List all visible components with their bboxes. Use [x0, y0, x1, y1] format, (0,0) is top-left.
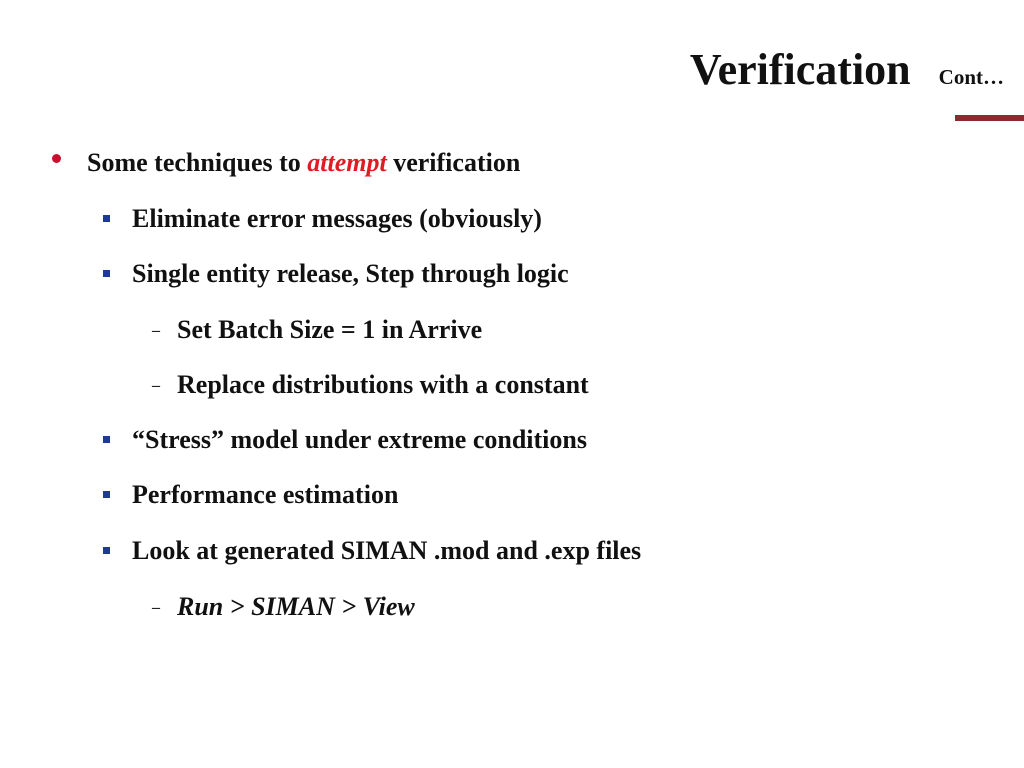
bullet-level1	[87, 150, 520, 176]
bullet-level2-item: Performance estimation	[132, 480, 399, 509]
bullet-level3-item: Set Batch Size = 1 in Arrive	[177, 315, 483, 344]
title-underline	[955, 115, 1024, 121]
dash-bullet-icon: –	[152, 377, 160, 394]
slide-title: Verification	[689, 45, 911, 94]
bullet-level3-item: Run > SIMAN > View	[177, 592, 415, 621]
bullet-dot-icon	[52, 154, 61, 163]
bullet-level1-text-after: verification	[393, 148, 521, 177]
bullet-level2-item: Single entity release, Step through logic	[132, 259, 569, 288]
bullet-level2-item: Look at generated SIMAN .mod and .exp files	[132, 536, 642, 565]
square-bullet-icon	[103, 270, 110, 277]
slide-title-row	[689, 45, 1004, 94]
square-bullet-icon	[103, 215, 110, 222]
bullet-level3-item: Replace distributions with a constant	[177, 370, 589, 399]
square-bullet-icon	[103, 491, 110, 498]
bullet-level2-item: “Stress” model under extreme conditions	[132, 425, 587, 454]
bullet-level1-text-before: Some techniques to	[87, 148, 301, 177]
dash-bullet-icon: –	[152, 322, 160, 339]
square-bullet-icon	[103, 547, 110, 554]
dash-bullet-icon: –	[152, 599, 160, 616]
bullet-level1-emphasis: attempt	[307, 148, 387, 177]
bullet-level2-item: Eliminate error messages (obviously)	[132, 204, 542, 233]
slide-title-suffix: Cont…	[938, 65, 1004, 89]
square-bullet-icon	[103, 436, 110, 443]
